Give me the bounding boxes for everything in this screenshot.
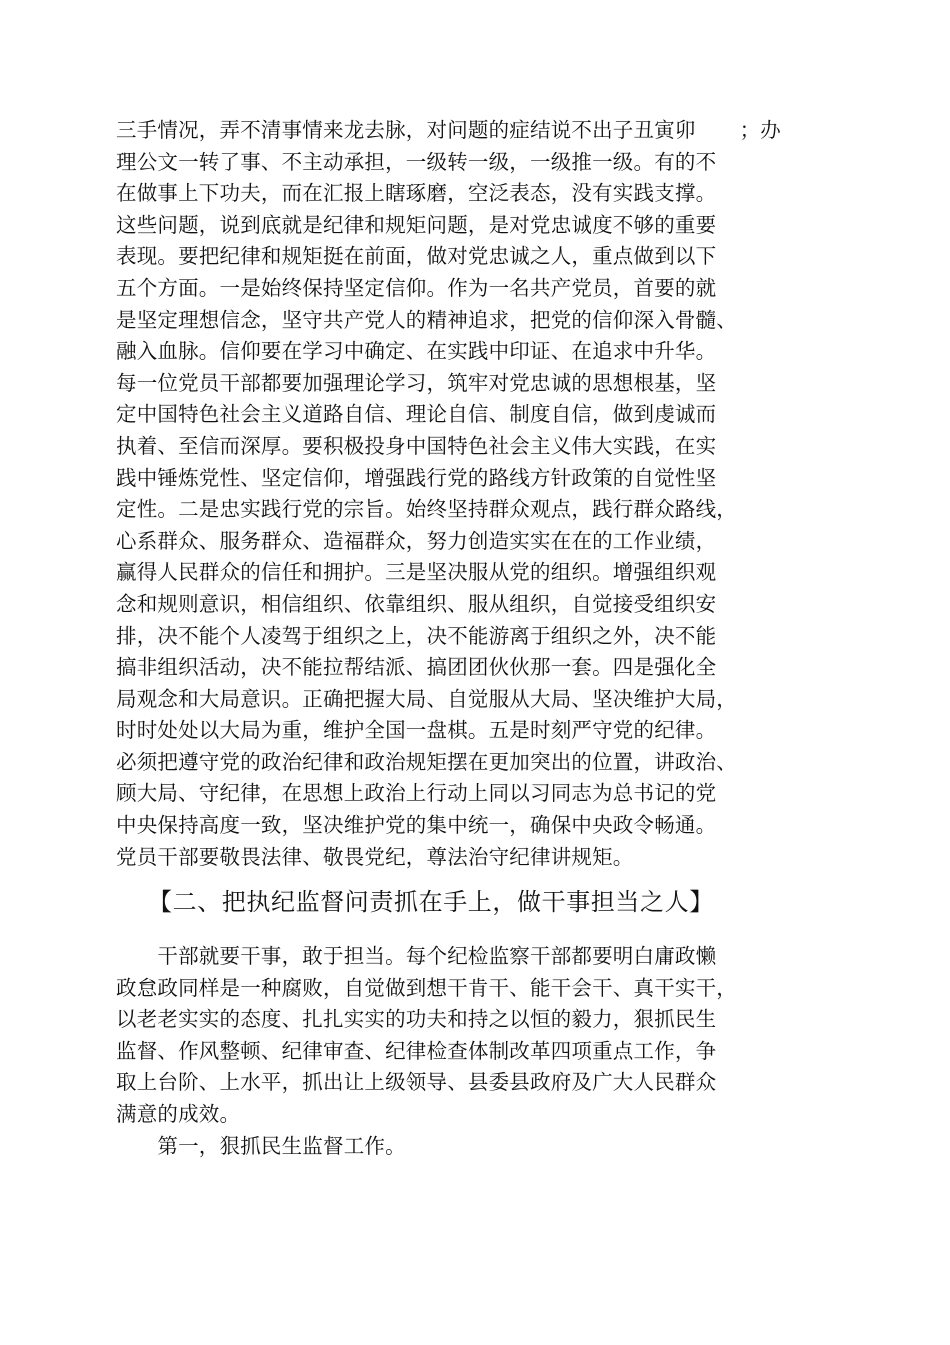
text-line: 满意的成效。 [116,1101,241,1126]
text-line: 这些问题，说到底就是纪律和规矩问题，是对党忠诚度不够的重要 [116,212,717,237]
text-line: 表现。要把纪律和规矩挺在前面，做对党忠诚之人，重点做到以下 [116,244,717,269]
text-line [116,115,816,147]
text-line: 每一位党员干部都要加强理论学习，筑牢对党忠诚的思想根基，坚 [116,370,717,395]
text-segment: ；办 [739,118,782,142]
section-heading: 【二、把执纪监督问责抓在手上，做干事担当之人】 [148,888,714,916]
text-line: 第一，狠抓民生监督工作。 [116,1133,406,1158]
text-line: 定性。二是忠实践行党的宗旨。始终坚持群众观点，践行群众路线， [116,497,737,522]
text-line: 时时处处以大局为重，维护全国一盘棋。五是时刻严守党的纪律。 [116,718,717,743]
text-line: 念和规则意识，相信组织、依靠组织、服从组织，自觉接受组织安 [116,591,717,616]
text-line: 融入血脉。信仰要在学习中确定、在实践中印证、在追求中升华。 [116,339,717,364]
text-line: 践中锤炼党性、坚定信仰，增强践行党的路线方针政策的自觉性坚 [116,465,717,490]
text-line: 政怠政同样是一种腐败，自觉做到想干肯干、能干会干、真干实干， [116,975,737,1000]
text-line: 排，决不能个人凌驾于组织之上，决不能游离于组织之外，决不能 [116,623,717,648]
text-line: 顾大局、守纪律，在思想上政治上行动上同以习同志为总书记的党 [116,781,717,806]
text-segment: 三手情况，弄不清事情来龙去脉，对问题的症结说不出子丑寅卯 [116,118,696,142]
text-line: 五个方面。一是始终保持坚定信仰。作为一名共产党员，首要的就 [116,275,717,300]
text-line: 干部就要干事，敢于担当。每个纪检监察干部都要明白庸政懒 [116,944,717,968]
text-line: 定中国特色社会主义道路自信、理论自信、制度自信，做到虔诚而 [116,402,717,427]
text-line: 理公文一转了事、不主动承担，一级转一级，一级推一级。有的不 [116,149,717,174]
text-line: 搞非组织活动，决不能拉帮结派、搞团团伙伙那一套。四是强化全 [116,655,717,680]
text-line: 党员干部要敬畏法律、敬畏党纪，尊法治守纪律讲规矩。 [116,844,634,869]
text-line: 执着、至信而深厚。要积极投身中国特色社会主义伟大实践，在实 [116,433,717,458]
text-line: 以老老实实的态度、扎扎实实的功夫和持之以恒的毅力，狠抓民生 [116,1007,717,1032]
text-line: 是坚定理想信念，坚守共产党人的精神追求，把党的信仰深入骨髓、 [116,307,737,332]
text-line: 中央保持高度一致，坚决维护党的集中统一，确保中央政令畅通。 [116,813,717,838]
text-line: 心系群众、服务群众、造福群众，努力创造实实在在的工作业绩， [116,528,717,553]
text-line: 局观念和大局意识。正确把握大局、自觉服从大局、坚决维护大局， [116,686,737,711]
paragraph-party-loyalty [116,115,816,873]
text-line: 在做事上下功夫，而在汇报上瞎琢磨，空泛表态，没有实践支撑。 [116,181,717,206]
text-line: 监督、作风整顿、纪律审查、纪律检查体制改革四项重点工作，争 [116,1038,717,1063]
text-line: 取上台阶、上水平，抓出让上级领导、县委县政府及广大人民群众 [116,1070,717,1095]
text-line: 赢得人民群众的信任和拥护。三是坚决服从党的组织。增强组织观 [116,560,717,585]
paragraph-take-responsibility [116,941,816,1162]
text-line: 必须把遵守党的政治纪律和政治规矩摆在更加突出的位置，讲政治、 [116,749,737,774]
